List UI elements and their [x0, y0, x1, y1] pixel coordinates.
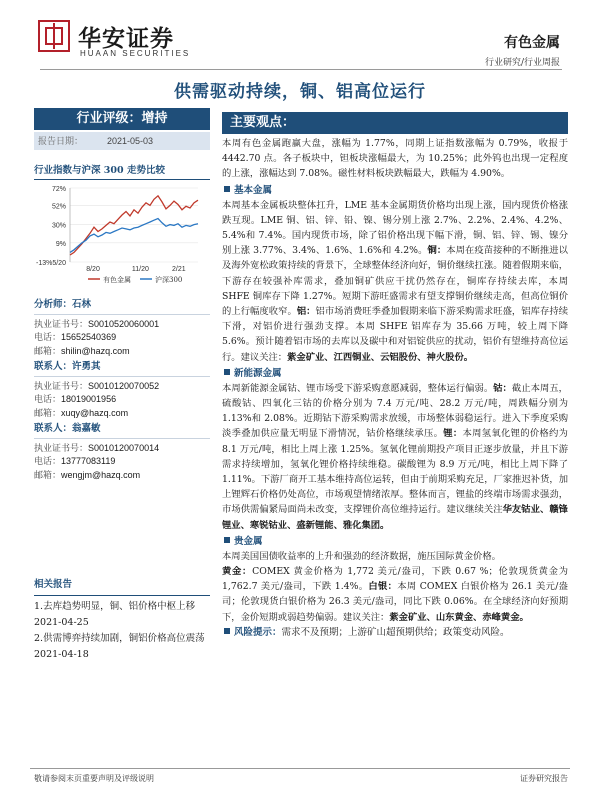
analyst-name: 联系人：许勇其	[34, 361, 101, 372]
related-reports-title: 相关报告	[34, 577, 210, 596]
y-tick-label: 72%	[51, 186, 66, 193]
ne-text-3: 本周氢氧化锂的价格约为 8.1 万元/吨，相比上周上涨 1.25%。氢氧化锂前期投产项目正逐步放量，并且下游需求持续增加，氢氧化锂价格持续维稳。碳酸锂为 8.9 万元/吨，相比上周下降了 1.11%。下游厂商开工基本维持高位运转，但由于前期采购充足，厂家推迟补货，加上锂辉石价格仍处高位，市场观望情绪浓厚。整体而言，锂盐的终端市场需求强劲，市场供需偏紧局面尚未改变，支撑锂价高位维持运行。建议继续关注	[222, 428, 568, 516]
logo-text-en: HUAAN SECURITIES	[80, 49, 191, 58]
chart-title: 行业指数与沪深 300 走势比较	[34, 162, 210, 180]
related-report-item[interactable]: 1.去库趋势明显，铜、铝价格中枢上移 2021-04-25	[34, 601, 196, 628]
y-tick-label: 52%	[51, 203, 66, 211]
precious-metals-paragraph	[222, 549, 568, 625]
analyst-cert	[34, 442, 210, 456]
legend-label: 沪深300	[155, 276, 183, 284]
analyst-email	[34, 469, 210, 483]
huaan-logo-icon	[38, 20, 70, 52]
new-energy-paragraph	[222, 381, 568, 533]
phone-label: 电话：	[34, 394, 62, 404]
email-label: 邮箱：	[34, 407, 62, 418]
phone-label: 电话：	[34, 332, 62, 342]
related-reports	[34, 577, 210, 663]
phone-value: 18019001956	[61, 394, 117, 404]
industry-rating: 行业评级：增持	[34, 108, 210, 130]
pm-text-1: 本周美国国债收益率的上升和强劲的经济数据，施压国际黄金价格。	[222, 550, 501, 562]
x-tick-label: 11/20	[131, 266, 149, 273]
cert-value: S0010520060001	[88, 318, 160, 329]
cert-label: 执业证书号：	[34, 442, 89, 453]
risk-warning	[222, 626, 568, 640]
base-metals-paragraph	[222, 198, 568, 365]
copper-label: 铜：	[427, 245, 447, 257]
industry-category: 有色金属	[504, 35, 560, 51]
base-text-2: 本周在疫苗接种的不断推进以及海外宽松政策持续的背景下，全球整体经济向好，铜价继续扛涨。随着假期来临，下游存在较强补库需求，叠加铜矿供应干扰仍然存在，铜库存持续去库，本周 SHFE 铜库存下降 1.27%。短期下游旺盛需求有望支撑铜价继续走高，但高位铜价的上行幅度收窄。	[222, 245, 568, 318]
bullet-square-icon	[224, 186, 230, 192]
analyst-cert	[34, 380, 210, 394]
section-base-metals	[222, 184, 568, 198]
phone-label: 电话：	[34, 456, 62, 466]
index-comparison-chart	[34, 180, 210, 288]
analyst-card	[34, 360, 210, 420]
aluminum-label: 铝：	[296, 306, 316, 318]
related-report-item[interactable]: 2.供需博弈持续加剧，铜铝价格高位震荡 2021-04-18	[34, 633, 205, 660]
analyst-phone	[34, 393, 210, 407]
analyst-name: 联系人：翁嘉敏	[34, 423, 101, 434]
report-type: 行业研究/行业周报	[484, 58, 560, 68]
analyst-email	[34, 407, 210, 421]
cert-label: 执业证书号：	[34, 318, 89, 329]
report-date-label: 报告日期：	[38, 136, 84, 146]
bullet-square-icon	[224, 628, 230, 634]
analyst-list	[34, 298, 210, 482]
analyst-cert	[34, 318, 210, 332]
base-text-3: 铝市场消费旺季叠加假期来临下游采购需求旺盛，铝库存持续下滑，对铝价进行强劲支撑。本周 SHFE 铝库存为 35.66 万吨，较上周下降 5.6%。预计随着铝市场的去库以及碳中和对铝锭供应的扰动，铝价有望维持高位运行。建议关注：	[222, 306, 568, 363]
report-date-value: 2021-05-03	[107, 136, 154, 146]
email-label: 邮箱：	[34, 345, 62, 356]
section-title: 贵金属	[234, 535, 263, 547]
bullet-square-icon	[224, 369, 230, 375]
email-value[interactable]: wengjm@hazq.com	[61, 469, 141, 480]
base-text-1: 本周基本金属板块整体扛升，LME 基本金属期货价格均出现上涨，国内现货价格涨跌互现。LME 铜、铝、锌、铅、镍、锡分别上涨 2.7%、2.2%、2.4%、4.2%、5.4%和 7.4%。国内现货市场，除了铝价格出现下幅下滑，铜、铝、锌、锡、镍分别上涨 3.77%、3.4%、1.6%、1.6%和 4.2%。	[222, 199, 568, 257]
left-sidebar	[34, 108, 210, 484]
pm-text-2: COMEX 黄金价格为 1,772 美元/盎司，下跌 0.67 %；伦敦现货黄金为 1,762.7 美元/盎司，下跌 1.4%。	[222, 566, 568, 593]
logo-text-cn: 华安证券	[78, 25, 174, 52]
ne-text-2: 截止本周五，硫酸钴、四氧化三钴的价格分别为 7.4 万元/吨、28.2 万元/吨，周跌幅分别为 1.13%和 2.08%。近期钴下游采购需求放缓，市场整体弱稳运行。进入下季度采购淡季叠加供应量无明显下滑情况，钴价格继续承压。	[222, 382, 568, 440]
email-value[interactable]: xuqy@hazq.com	[61, 407, 129, 418]
x-tick-label: 8/20	[86, 266, 100, 273]
summary-paragraph: 本周有色金属跑赢大盘，涨幅为 1.77%，同期上证指数涨幅为 0.79%，收报于 4442.70 点。各子板块中，钽板块涨幅最大，为 10.25%；此外钨也出现一定程度的上涨，涨幅达到 7.08%。磁性材料板块跌幅最大，跌幅为 4.90%。	[222, 138, 568, 180]
pm-text-3: 本周 COMEX 白银价格为 26.1 美元/盎司；伦敦现货白银价格为 26.3 美元/盎司，同比下跌 0.06%。在全球经济向好预期下，金价短期或弱趋势偏弱。建议关注：	[222, 581, 568, 623]
footer-label: 证券研究报告	[520, 774, 568, 783]
y-tick-label: 30%	[51, 222, 66, 230]
section-precious-metals	[222, 535, 568, 549]
footer-disclaimer: 敬请参阅末页重要声明及评级说明	[34, 774, 154, 783]
main-content	[222, 112, 568, 640]
cert-value: S0010120070014	[88, 442, 160, 453]
analyst-card	[34, 298, 210, 358]
main-points-title: 主要观点：	[222, 112, 568, 134]
x-tick-label: 2/21	[171, 266, 186, 273]
footer-divider	[30, 768, 570, 769]
analyst-divider	[34, 314, 210, 315]
series-line-csi300	[70, 219, 198, 253]
ne-picks: 华友钴业、赣锋锂业、寒锐钴业、盛新锂能、雅化集团。	[222, 504, 568, 531]
analyst-phone	[34, 331, 210, 345]
analyst-email	[34, 345, 210, 359]
base-picks: 紫金矿业、江西铜业、云铝股份、神火股份。	[287, 351, 474, 363]
bullet-square-icon	[224, 537, 230, 543]
cert-label: 执业证书号：	[34, 380, 89, 391]
y-tick-label: -13%5/20	[36, 260, 66, 267]
cert-value: S0010120070052	[88, 380, 160, 391]
report-date	[34, 132, 210, 150]
analyst-divider	[34, 438, 210, 439]
analyst-card	[34, 422, 210, 482]
analyst-phone	[34, 455, 210, 469]
risk-text: 需求不及预期；上游矿山超预期供给；政策变动风险。	[281, 626, 510, 638]
phone-value: 13777083119	[61, 456, 116, 466]
header-divider	[40, 69, 562, 70]
y-tick-label: 9%	[55, 240, 66, 248]
cobalt-label: 钴：	[493, 382, 512, 394]
report-title: 供需驱动持续，铜、铝高位运行	[174, 82, 426, 102]
series-line-nonferrous	[70, 196, 198, 255]
section-new-energy-metals	[222, 367, 568, 381]
ne-text-1: 本周新能源金属钴、锂市场受下游采购意愿减弱，整体运行偏弱。	[222, 382, 494, 394]
email-value[interactable]: shilin@hazq.com	[61, 345, 130, 356]
pm-picks: 紫金矿业、山东黄金、赤峰黄金。	[389, 611, 529, 623]
email-label: 邮箱：	[34, 469, 62, 480]
risk-title: 风险提示：	[234, 626, 282, 638]
chart-svg	[34, 180, 210, 288]
legend-label: 有色金属	[103, 276, 131, 284]
gold-label: 黄金：	[222, 566, 253, 578]
lithium-label: 锂：	[443, 428, 463, 440]
report-header	[0, 0, 600, 74]
section-title: 新能源金属	[234, 367, 282, 379]
analyst-divider	[34, 376, 210, 377]
analyst-name: 分析师：石林	[34, 299, 92, 310]
silver-label: 白银：	[368, 581, 398, 593]
phone-value: 15652540369	[61, 332, 117, 342]
section-title: 基本金属	[234, 184, 273, 196]
